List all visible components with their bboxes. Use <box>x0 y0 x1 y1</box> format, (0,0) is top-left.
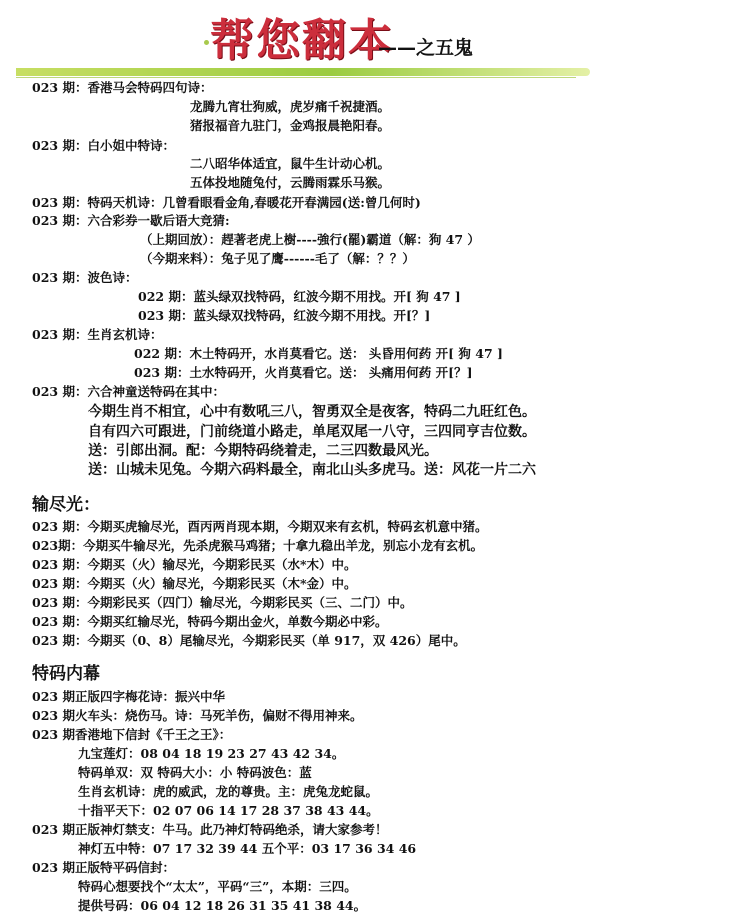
section-heading: 输尽光： <box>32 495 100 515</box>
inside-detail: 九宝莲灯：08 04 18 19 23 27 43 42 34。 <box>78 746 345 761</box>
lose-line: 023 期：今期买红输尽光，特码今期出金火，单数今期必中彩。 <box>32 614 388 629</box>
poem-line: 龙腾九宵壮狗威，虎岁痛千祝捷酒。 <box>190 99 391 114</box>
issue-heading: 023 期：特码天机诗：几曾看眼看金角,春暖花开春满园(送:曾几何时) <box>32 195 421 210</box>
issue-heading: 023 期：香港马会特码四句诗： <box>32 80 213 95</box>
lose-line: 023 期：今期买虎输尽光，酉丙两肖现本期，今期双来有玄机，特码玄机意中猪。 <box>32 519 488 534</box>
color-poem-line: 023 期：蓝头绿双找特码，红波今期不用找。开[？] <box>138 308 431 323</box>
page-title: 帮您翻本 <box>210 15 394 66</box>
color-poem-line: 022 期：蓝头绿双找特码，红波今期不用找。开[ 狗 47 ] <box>138 289 461 304</box>
zodiac-poem-line: 022 期：木土特码开，水肖莫看它。送： 头昏用何药 开[ 狗 47 ] <box>134 346 503 361</box>
issue-heading: 023 期：六合神童送特码在其中： <box>32 384 225 399</box>
header-rule <box>16 68 590 76</box>
verse-line: 送：引郎出洞。配：今期特码绕着走，二三四数最风光。 <box>88 443 438 459</box>
lose-line: 023 期：今期买（0、8）尾输尽光，今期彩民买（单 917，双 426）尾中。 <box>32 633 466 648</box>
header-rule-line <box>16 77 576 78</box>
section-heading: 特码内幕 <box>32 664 100 684</box>
inside-line: 023 期正版四字梅花诗：振兴中华 <box>32 689 225 704</box>
poem-line: 二八昭华体适宜，鼠牛生计动心机。 <box>190 156 391 171</box>
issue-heading: 023 期：白小姐中特诗： <box>32 138 175 153</box>
inside-line: 023 期香港地下信封《千王之王》： <box>32 727 232 742</box>
poem-line: 猪报福音九驻门，金鸡报晨艳阳春。 <box>190 118 391 133</box>
verse-line: 今期生肖不相宜，心中有数吼三八，智勇双全是夜客，特码二九旺红色。 <box>88 404 536 420</box>
lose-line: 023 期：今期彩民买（四门）输尽光，今期彩民买（三、二门）中。 <box>32 595 413 610</box>
inside-detail: 十指平天下：02 07 06 14 17 28 37 38 43 44。 <box>78 803 379 818</box>
decor-dot <box>204 40 209 45</box>
lose-line: 023 期：今期买（火）输尽光，今期彩民买（水*木）中。 <box>32 557 357 572</box>
riddle-line: （上期回放）：趕著老虎上樹----強行(罷)霸道（解：狗 47 ） <box>140 232 480 247</box>
inside-detail: 生肖玄机诗：虎的威武，龙的尊贵。主：虎兔龙蛇鼠。 <box>78 784 379 799</box>
inside-line: 023 期正版神灯禁支：牛马。此乃神灯特码绝杀，请大家参考！ <box>32 822 388 837</box>
riddle-line: （今期来料）：兔子见了鹰------毛了（解：？？） <box>140 251 415 266</box>
header <box>0 0 744 84</box>
page-subtitle: ——之五鬼 <box>378 37 474 59</box>
inside-detail: 特码单双：双 特码大小：小 特码波色：蓝 <box>78 765 312 780</box>
inside-detail: 特码心想要找个“太太”，平码“三”，本期：三四。 <box>78 879 357 894</box>
poem-line: 五体投地随兔付，云腾雨霖乐马猴。 <box>190 175 391 190</box>
verse-line: 送：山城未见兔。今期六码料最全，南北山头多虎马。送：风花一片二六 <box>88 462 536 478</box>
issue-heading: 023 期：生肖玄机诗： <box>32 327 163 342</box>
issue-heading: 023 期：波色诗： <box>32 270 138 285</box>
inside-line: 023 期火车头：烧伤马。诗：马死羊伤，偏财不得用神来。 <box>32 708 363 723</box>
issue-heading: 023 期：六合彩券一歇后语大竞猜: <box>32 213 230 228</box>
inside-detail: 神灯五中特：07 17 32 39 44 五个平：03 17 36 34 46 <box>78 841 417 856</box>
lose-line: 023 期：今期买（火）输尽光，今期彩民买（木*金）中。 <box>32 576 357 591</box>
lose-line: 023期：今期买牛输尽光，先杀虎猴马鸡猪；十拿九稳出羊龙，别忘小龙有玄机。 <box>32 538 484 553</box>
inside-detail: 提供号码：06 04 12 18 26 31 35 41 38 44。 <box>78 898 367 913</box>
inside-line: 023 期正版特平码信封： <box>32 860 175 875</box>
verse-line: 自有四六可跟进，门前绕道小路走，单尾双尾一八守，三四同亨吉位数。 <box>88 424 536 440</box>
zodiac-poem-line: 023 期：土水特码开，火肖莫看它。送： 头痛用何药 开[？] <box>134 365 473 380</box>
